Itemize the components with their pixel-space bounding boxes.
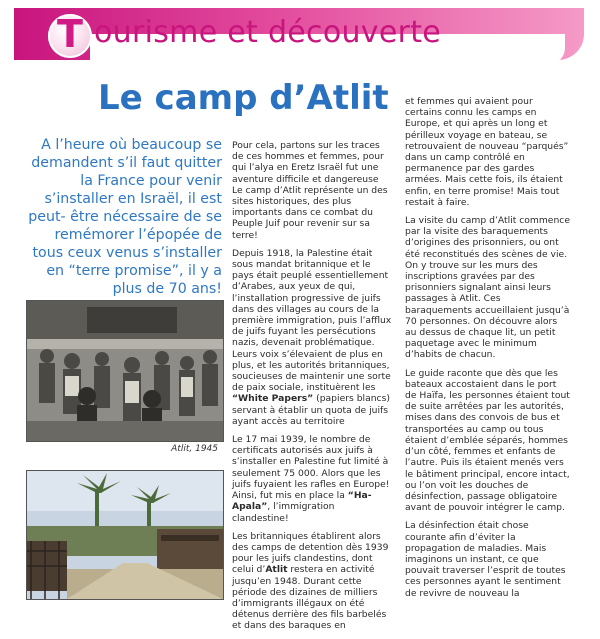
paragraph: [232, 248, 392, 427]
article-title: Le camp d’Atlit: [98, 78, 389, 118]
paragraph-text: Depuis 1918, la Palestine était sous mandat britannique et le pays était peuplé essentiellement d’Arabes, aux yeux de qui, l’installation progressive de juifs dans des villages au cours de la première immigration, puis l’afflux de juifs fuyant les persécutions nazis, devenait problématique. Leurs voix s’élevaient de plus en plus, et les autorités britanniques, soucieuses de maintenir une sorte de paix sociale, instituèrent les: [232, 247, 392, 394]
paragraph-text: , l’immigration clandestine!: [232, 501, 335, 524]
photo-caption: Atlit, 1945: [171, 444, 218, 454]
emphasis-text: Atlit: [265, 564, 288, 576]
paragraph-text: Les britanniques établirent alors des camps de detention dès 1939 pour les juifs clandestins, dont celui d’: [232, 530, 389, 576]
paragraph: [232, 434, 392, 524]
paragraph: Pour cela, partons sur les traces de ces hommes et femmes, pour qui l’alya en Eretz Israël fut une aventure difficile et dangereuse Le camp d’Atlit représente un des sites historiques, des plus importants dans ce combat du Peuple Juif pour revenir sur sa terre!: [232, 140, 388, 241]
emphasis-text: “White Papers”: [232, 393, 314, 405]
historical-photo-image: [27, 301, 223, 441]
section-title: ourisme et découverte: [94, 15, 442, 50]
historical-photo: [26, 300, 224, 442]
banner-initial-badge: [48, 14, 92, 58]
paragraph: et femmes qui avaient pour certains connu les camps en Europe, et qui après un long et périlleux voyage en bateau, se retrouvaient de nouveau “parqués” dans un camp contrôlé en permanence par des gardes armées. Mais cette fois, ils étaient enfin, en terre promise! Mais tout restait à faire.: [405, 96, 569, 208]
paragraph: La désinfection était chose courante afin d’éviter la propagation de maladies. Mais imaginons un instant, ce que pouvait traverser l’esprit de toutes ces personnes ayant le sentiment de revivre de nouveau la: [405, 520, 566, 599]
article-column-3: [405, 96, 570, 606]
paragraph-text: (papiers blancs) servant à établir un quota de juifs ayant accès au territoire: [232, 393, 390, 427]
camp-photo-image: [27, 471, 223, 599]
article-column-2: [232, 140, 392, 639]
paragraph-text: Le 17 mai 1939, le nombre de certificats autorisés aux juifs à s’installer en Palestine fut limité à seulement 75 000. Alors que les juifs fuyaient les rafles en Europe! Ainsi, fut mis en place la: [232, 434, 390, 502]
paragraph-text: restera en activité jusqu’en 1948. Durant cette période des dizaines de milliers d’immigrants illégaux on été détenus derrière des fils barbelés et dans des baraques en: [232, 564, 387, 632]
emphasis-text: “Ha-Apala”: [232, 490, 372, 513]
camp-photo: [26, 470, 224, 600]
paragraph: [232, 531, 392, 632]
banner-initial-letter: T: [57, 12, 83, 56]
paragraph: La visite du camp d’Atlit commence par la visite des baraquements d’origines des prisonniers, ou ont été reconstitués des scènes de vie. On y trouve sur les murs des inscriptions gravées par des prisonniers signalant ainsi leurs passages à Atlit. Ces baraquements accueillaient jusqu’à 70 personnes. On découvre alors au dessus de chaque lit, un petit paquetage avec le minimum d’habits de chacun.: [405, 215, 570, 361]
paragraph: Le guide raconte que dès que les bateaux accostaient dans le port de Haïfa, les personnes étaient tout de suite arrêtées par les autorités, mises dans des convois de bus et transportées au camp ou tous étaient d’emblée séparés, hommes d’un côté, femmes et enfants de l’autre. Puis ils étaient menés vers le bâtiment principal, encore intact, ou l’on voit les douches de désinfection, passage obligatoire avant de pouvoir intégrer le camp.: [405, 367, 570, 514]
article-intro: A l’heure où beaucoup se demandent s’il faut quitter la France pour venir s’installer en Israël, il est peut- être nécessaire de se remémorer l’épopée de tous ceux venus s’installer en “terre promise”, il y a plus de 70 ans!: [28, 137, 222, 297]
